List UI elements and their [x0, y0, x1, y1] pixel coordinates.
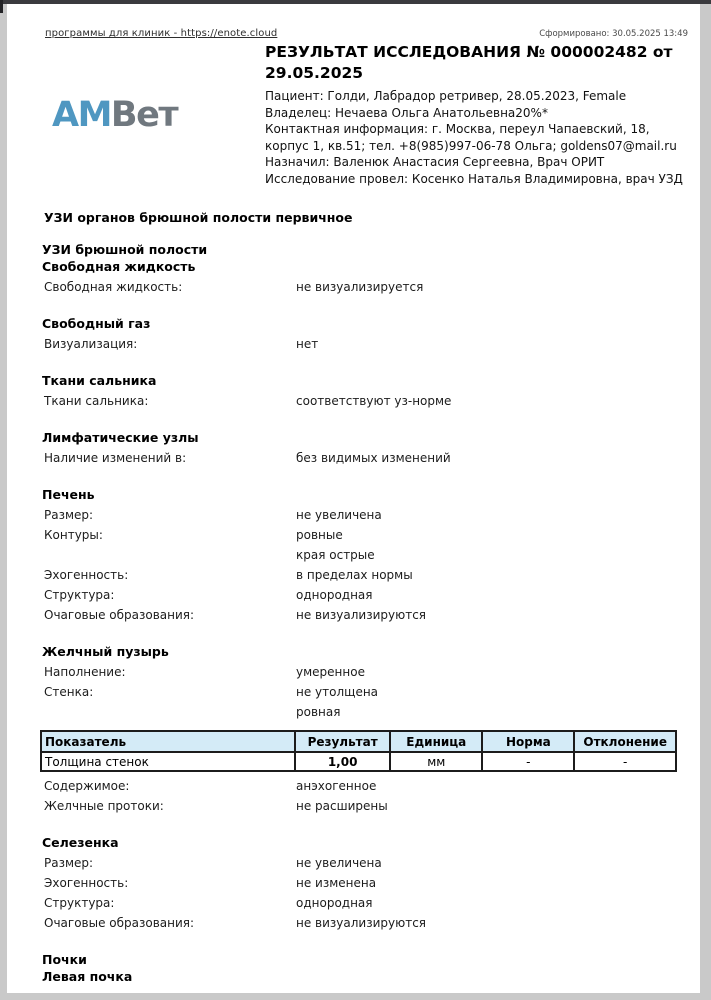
finding-row: [44, 509, 688, 529]
clinic-software-link[interactable]: программы для клиник - https://enote.cloud: [45, 28, 278, 39]
document-title: РЕЗУЛЬТАТ ИССЛЕДОВАНИЯ № 000002482 от 29.05.2025: [265, 43, 673, 82]
section-heading: Селезенка: [42, 835, 119, 850]
cell-indicator: Толщина стенок: [41, 752, 295, 771]
finding-row: [44, 529, 688, 569]
measurements-table: [40, 730, 677, 772]
clinic-logo: [40, 42, 265, 187]
finding-value: однородная: [296, 896, 373, 910]
section-heading: Левая почка: [42, 969, 133, 984]
finding-row: [44, 589, 688, 609]
report-page: [7, 4, 700, 993]
finding-label: Содержимое:: [44, 779, 130, 793]
section-heading: Свободная жидкость: [42, 259, 196, 274]
finding-label: Структура:: [44, 896, 115, 910]
section-kidneys: [40, 951, 688, 985]
logo-text-am: АМ: [52, 94, 111, 135]
header-meta: [40, 28, 688, 39]
examiner-line: Исследование провел: Косенко Наталья Владимировна, врач УЗД: [265, 171, 683, 186]
finding-label: Ткани сальника:: [44, 394, 149, 408]
cell-deviation: -: [574, 752, 676, 771]
section-heading: Ткани сальника: [42, 373, 157, 388]
finding-value: не визуализируются: [296, 608, 427, 622]
section-heading: Почки: [42, 952, 87, 967]
finding-value: в пределах нормы: [296, 568, 413, 582]
prescriber-line: Назначил: Валенюк Анастасия Сергеевна, Врач ОРИТ: [265, 155, 605, 169]
finding-row: [44, 686, 688, 726]
finding-row: [44, 897, 688, 917]
report-header-info: [265, 42, 688, 187]
finding-row: [44, 338, 688, 358]
finding-row: [44, 780, 688, 800]
section-liver: [40, 486, 688, 629]
finding-label: Наличие изменений в:: [44, 451, 187, 465]
section-spleen: [40, 834, 688, 937]
table-header-indicator: Показатель: [41, 731, 295, 752]
finding-row: [44, 569, 688, 589]
finding-row: [44, 917, 688, 937]
table-row: [41, 752, 676, 771]
finding-label: Свободная жидкость:: [44, 280, 183, 294]
section-heading: УЗИ брюшной полости: [42, 242, 208, 257]
section-heading: Лимфатические узлы: [42, 430, 199, 445]
finding-value: ровная: [296, 705, 341, 719]
finding-value: соответствуют уз-норме: [296, 394, 452, 408]
finding-row: [44, 281, 688, 301]
finding-value: не увеличена: [296, 856, 382, 870]
finding-row: [44, 800, 688, 820]
section-heading: Печень: [42, 487, 95, 502]
finding-label: Наполнение:: [44, 665, 126, 679]
logo-text-vet: Вет: [110, 94, 178, 135]
table-header-deviation: Отклонение: [574, 731, 676, 752]
table-header-row: [41, 731, 676, 752]
section-lymph-nodes: [40, 429, 688, 472]
finding-value: не увеличена: [296, 508, 382, 522]
section-heading: Свободный газ: [42, 316, 151, 331]
finding-row: [44, 877, 688, 897]
cell-result: 1,00: [295, 752, 390, 771]
finding-row: [44, 609, 688, 629]
viewer-corner-mark: [0, 0, 3, 13]
finding-label: Размер:: [44, 856, 94, 870]
cell-unit: мм: [390, 752, 482, 771]
finding-value: нет: [296, 337, 319, 351]
finding-label: Размер:: [44, 508, 94, 522]
finding-label: Эхогенность:: [44, 876, 129, 890]
finding-value: не изменена: [296, 876, 377, 890]
finding-row: [44, 395, 688, 415]
finding-row: [44, 666, 688, 686]
exam-title: УЗИ органов брюшной полости первичное: [44, 210, 353, 225]
section-free-gas: [40, 315, 688, 358]
finding-value: анэхогенное: [296, 779, 377, 793]
finding-label: Эхогенность:: [44, 568, 129, 582]
generated-timestamp: Сформировано: 30.05.2025 13:49: [539, 29, 688, 39]
table-header-result: Результат: [295, 731, 390, 752]
finding-label: Очаговые образования:: [44, 608, 195, 622]
table-header-unit: Единица: [390, 731, 482, 752]
report-body: [40, 210, 688, 985]
finding-label: Визуализация:: [44, 337, 138, 351]
finding-value: ровные: [296, 528, 343, 542]
finding-row: [44, 452, 688, 472]
finding-value: без видимых изменений: [296, 451, 451, 465]
contact-line: Контактная информация: г. Москва, переул Чапаевский, 18, корпус 1, кв.51; тел. +8(985)997-06-78 Ольга; goldens07@mail.ru: [265, 122, 677, 153]
report-header: [40, 42, 688, 187]
clinic-logo-text: [52, 96, 177, 134]
section-free-fluid: [40, 241, 688, 301]
finding-label: Очаговые образования:: [44, 916, 195, 930]
finding-value: края острые: [296, 548, 375, 562]
section-heading: Желчный пузырь: [42, 644, 169, 659]
finding-label: Структура:: [44, 588, 115, 602]
finding-label: Контуры:: [44, 528, 103, 542]
patient-line: Пациент: Голди, Лабрадор ретривер, 28.05.2023, Female: [265, 89, 627, 103]
finding-label: Желчные протоки:: [44, 799, 164, 813]
finding-label: Стенка:: [44, 685, 94, 699]
finding-value: не утолщена: [296, 685, 379, 699]
table-header-norm: Норма: [482, 731, 574, 752]
cell-norm: -: [482, 752, 574, 771]
finding-value: не расширены: [296, 799, 388, 813]
finding-value: однородная: [296, 588, 373, 602]
finding-row: [44, 857, 688, 877]
finding-value: не визуализируется: [296, 280, 424, 294]
finding-value: умеренное: [296, 665, 365, 679]
owner-line: Владелец: Нечаева Ольга Анатольевна20%*: [265, 105, 548, 120]
finding-value: не визуализируются: [296, 916, 427, 930]
section-omentum: [40, 372, 688, 415]
section-gallbladder: [40, 643, 688, 820]
